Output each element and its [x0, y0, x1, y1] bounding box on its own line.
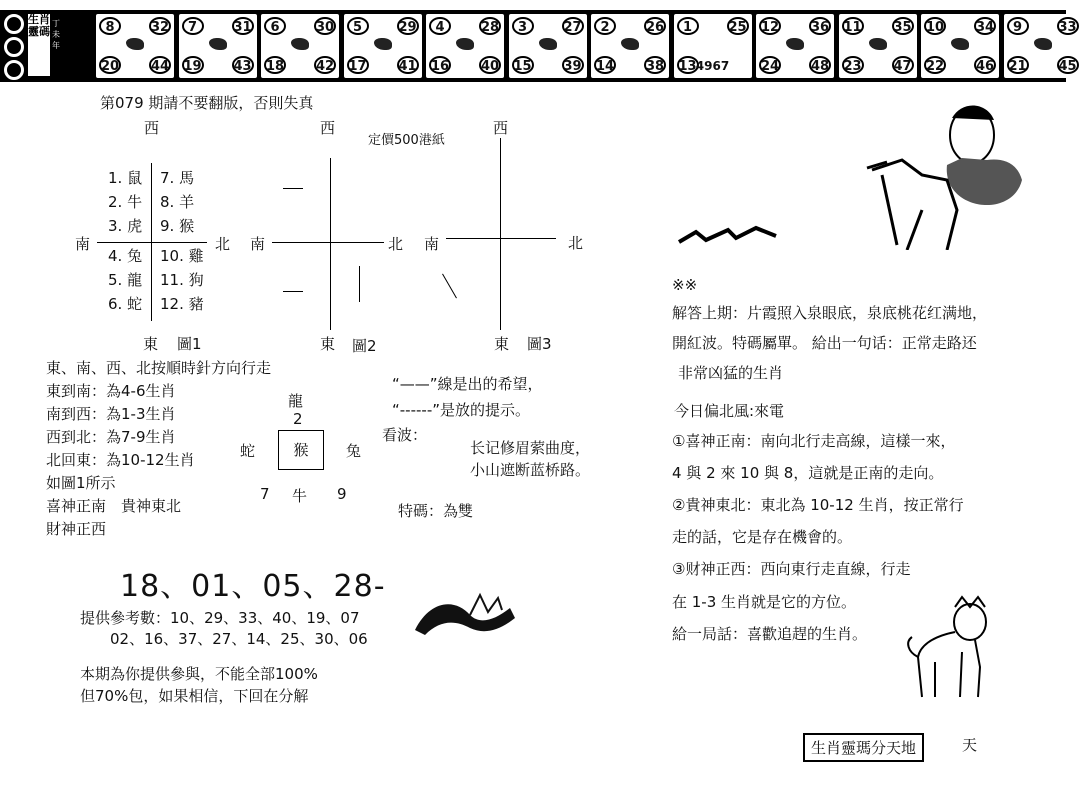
price-text: 定價500港紙 [368, 133, 445, 148]
answer-line1: 解答上期：片霞照入泉眼底，泉底桃花红满地， [672, 304, 988, 322]
cell-number: 29 [397, 17, 419, 35]
dragon-icon [410, 590, 520, 642]
scribble-icon [676, 224, 786, 246]
cell-number: 16 [429, 56, 451, 74]
zodiac-item: 8. 羊 [160, 193, 195, 211]
marks: ※※ [672, 276, 698, 294]
number-cell [756, 14, 834, 78]
explain-line2: 4 與 2 來 10 與 8，這就是正南的走向。 [672, 464, 944, 482]
grid-right: 兔 [346, 442, 362, 460]
number-cell [261, 14, 339, 78]
disclaimer-line1: 本期為你提供參與，不能全部100% [80, 665, 318, 683]
zodiac-silhouette-icon [456, 38, 474, 50]
cell-number: 15 [512, 56, 534, 74]
circle-icon [4, 60, 24, 80]
explain-line4: 走的話，它是存在機會的。 [672, 528, 853, 546]
explain-line3: ②貴神東北：東北為 10-12 生肖，按正常行 [672, 496, 964, 514]
number-cell [1004, 14, 1080, 78]
grid-bottom: 牛 [292, 487, 308, 505]
cell-number: 21 [1007, 56, 1029, 74]
zodiac-silhouette-icon [209, 38, 227, 50]
zodiac-silhouette-icon [126, 38, 144, 50]
cell-number: 18 [264, 56, 286, 74]
cell-number: 47 [892, 56, 914, 74]
zodiac-item: 3. 虎 [108, 217, 143, 235]
fig3-north: 北 [568, 234, 584, 252]
number-cell [96, 14, 174, 78]
cell-number: 23 [842, 56, 864, 74]
cell-number: 25 [727, 17, 749, 35]
main-numbers: 18、01、05、28- [120, 569, 386, 604]
cell-number: 31 [232, 17, 254, 35]
number-cell [839, 14, 917, 78]
cell-number: 40 [479, 56, 501, 74]
cell-number: 28 [479, 17, 501, 35]
cell-number: 24 [759, 56, 781, 74]
cell-number: 45 [1057, 56, 1079, 74]
cell-number: 43 [232, 56, 254, 74]
poem-line2: 小山遮断蓝桥路。 [470, 461, 591, 479]
zodiac-item: 9. 猴 [160, 217, 195, 235]
cell-number: 38 [644, 56, 666, 74]
fig1-west: 西 [144, 119, 160, 137]
cell-number: 10 [924, 17, 946, 35]
cell-number: 8 [99, 17, 121, 35]
fig3-vertical-axis [500, 138, 501, 330]
cell-number: 1 [677, 17, 699, 35]
cell-number: 9 [1007, 17, 1029, 35]
circle-icon [4, 37, 24, 57]
cell-number: 44 [149, 56, 171, 74]
cell-number: 32 [149, 17, 171, 35]
cell-number: 5 [347, 17, 369, 35]
footer-extra: 天 [962, 736, 978, 754]
number-cell [509, 14, 587, 78]
rules-block [46, 357, 271, 541]
hint-line1: “——”線是出的希望， [392, 375, 543, 393]
notice-text: 第079 期請不要翻版，否則失真 [100, 94, 314, 112]
zodiac-item: 11. 狗 [160, 271, 204, 289]
zodiac-list-right [160, 166, 204, 316]
zodiac-item: 4. 兔 [108, 247, 143, 265]
zodiac-item: 7. 馬 [160, 169, 195, 187]
zodiac-silhouette-icon [539, 38, 557, 50]
fig2-vertical-axis [330, 158, 331, 330]
rule-line: 財神正西 [46, 520, 107, 538]
rule-line: 東到南：為4-6生肖 [46, 382, 176, 400]
fig1-south: 南 [75, 235, 91, 253]
cell-number: 20 [99, 56, 121, 74]
grid-top-num: 2 [293, 410, 303, 428]
cell-number: 30 [314, 17, 336, 35]
zodiac-item: 10. 雞 [160, 247, 204, 265]
cell-number: 34 [974, 17, 996, 35]
poem-line1: 长记修眉萦曲度， [470, 439, 591, 457]
rule-line: 南到西：為1-3生肖 [46, 405, 176, 423]
cell-number: 11 [842, 17, 864, 35]
rule-line: 北回東：為10-12生肖 [46, 451, 195, 469]
zodiac-item: 2. 牛 [108, 193, 143, 211]
cell-number: 35 [892, 17, 914, 35]
zodiac-silhouette-icon [291, 38, 309, 50]
cell-number: 12 [759, 17, 781, 35]
zodiac-item: 12. 豬 [160, 295, 204, 313]
explain-line7: 給一局話：喜歡追趕的生肖。 [672, 625, 868, 643]
fig2-dash [283, 188, 303, 189]
zodiac-item: 6. 蛇 [108, 295, 143, 313]
grid-top: 龍 [288, 392, 304, 410]
special-code: 特碼：為雙 [398, 502, 474, 520]
ref-numbers-1: 提供參考數：10、29、33、40、19、07 [80, 609, 360, 627]
ref-numbers-2: 02、16、37、27、14、25、30、06 [110, 630, 368, 648]
rule-line: 西到北：為7-9生肖 [46, 428, 176, 446]
cell-number: 46 [974, 56, 996, 74]
cell-number: 36 [809, 17, 831, 35]
fig3-south: 南 [424, 235, 440, 253]
hint-line2: “------”是放的提示。 [392, 401, 531, 419]
rule-line: 東、南、西、北按順時針方向行走 [46, 359, 272, 377]
fig2-tick [359, 266, 360, 302]
cell-number: 13 [677, 56, 699, 74]
zodiac-silhouette-icon [951, 38, 969, 50]
disclaimer-line2: 但70%包，如果相信，下回在分解 [80, 687, 309, 705]
fig2-label: 圖2 [352, 337, 377, 355]
cell-number: 22 [924, 56, 946, 74]
hint-kanbo: 看波： [382, 426, 428, 444]
cell-number: 4 [429, 17, 451, 35]
fig3-east: 東 [494, 335, 510, 353]
zodiac-list-left [108, 166, 142, 316]
number-cell [344, 14, 422, 78]
cell-number: 6 [264, 17, 286, 35]
fig3-horizontal-axis [446, 238, 556, 239]
fig3-label: 圖3 [527, 335, 552, 353]
cell-number: 33 [1057, 17, 1079, 35]
zodiac-silhouette-icon [374, 38, 392, 50]
explain-line5: ③财神正西：西向東行走直線，行走 [672, 560, 911, 578]
fig2-west: 西 [320, 119, 336, 137]
zodiac-item: 5. 龍 [108, 271, 143, 289]
cell-number: 2 [594, 17, 616, 35]
fig1-east: 東 [143, 335, 159, 353]
grid-center: 猴 [278, 430, 324, 470]
cow-icon [900, 592, 1000, 702]
logo-title: 生肖靈碼 [28, 14, 50, 76]
fig3-slash [442, 274, 457, 299]
number-cell [921, 14, 999, 78]
number-cell [179, 14, 257, 78]
fig3-west: 西 [493, 119, 509, 137]
zodiac-silhouette-icon [621, 38, 639, 50]
wind-line: 今日偏北風:來電 [674, 402, 785, 420]
fig1-north: 北 [215, 235, 231, 253]
grid-bottom-left: 7 [260, 485, 270, 503]
cell-number: 14 [594, 56, 616, 74]
grid-bottom-right: 9 [337, 485, 347, 503]
cell-mid-number: 4967 [695, 59, 730, 73]
zodiac-silhouette-icon [786, 38, 804, 50]
footer-box: 生肖靈瑪分天地 [803, 733, 924, 762]
zodiac-silhouette-icon [869, 38, 887, 50]
cell-number: 19 [182, 56, 204, 74]
zodiac-silhouette-icon [1034, 38, 1052, 50]
answer-line2: 開紅波。特碼屬單。 給出一句话：正常走路还 [672, 334, 977, 352]
fig2-north: 北 [388, 235, 404, 253]
fig2-horizontal-axis [272, 242, 384, 243]
man-with-dog-icon [862, 100, 1032, 250]
fig2-south: 南 [250, 235, 266, 253]
explain-line6: 在 1-3 生肖就是它的方位。 [672, 593, 857, 611]
number-cell [674, 14, 752, 78]
cell-number: 26 [644, 17, 666, 35]
logo-subtitle: 丁未年 [52, 19, 60, 50]
fig2-dash [283, 291, 303, 292]
cell-number: 27 [562, 17, 584, 35]
zodiac-item: 1. 鼠 [108, 169, 143, 187]
rule-line: 如圖1所示 [46, 474, 116, 492]
number-cell [426, 14, 504, 78]
cell-number: 3 [512, 17, 534, 35]
cell-number: 48 [809, 56, 831, 74]
logo-dots [4, 14, 24, 76]
cell-number: 42 [314, 56, 336, 74]
rule-line: 喜神正南 貴神東北 [46, 497, 182, 515]
fig2-east: 東 [320, 335, 336, 353]
cell-number: 41 [397, 56, 419, 74]
answer-line3: 非常凶猛的生肖 [678, 364, 784, 382]
cell-number: 7 [182, 17, 204, 35]
grid-left: 蛇 [240, 442, 256, 460]
cell-number: 17 [347, 56, 369, 74]
circle-icon [4, 14, 24, 34]
fig1-label: 圖1 [177, 335, 202, 353]
cell-number: 39 [562, 56, 584, 74]
explain-line1: ①喜神正南：南向北行走高線，這樣一來， [672, 432, 956, 450]
number-cell [591, 14, 669, 78]
